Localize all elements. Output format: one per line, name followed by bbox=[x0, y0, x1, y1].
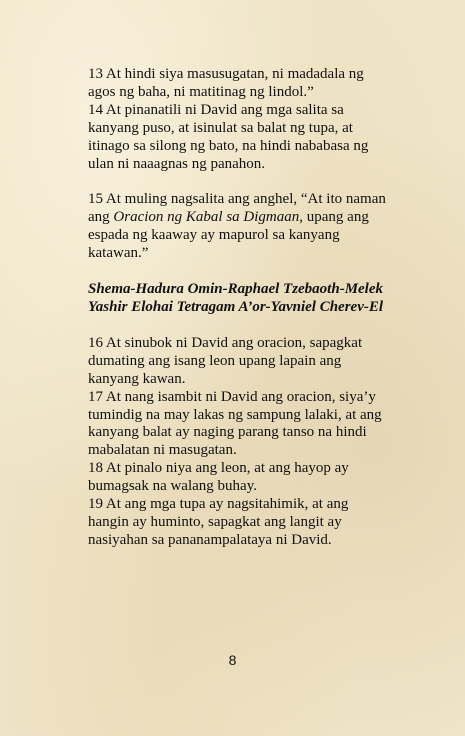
page-body bbox=[88, 66, 388, 568]
verse-15-oracion-title: Oracion ng Kabal sa Digmaan bbox=[113, 209, 300, 226]
verse-15-text-end: , upang ang espada ng kaaway ay mapurol sa kanyang katawan.” bbox=[88, 209, 369, 262]
verse-13: 13 At hindi siya masusugatan, ni madadala ng agos ng baha, ni matitinag ng lindol.” bbox=[88, 66, 364, 100]
page-number: 8 bbox=[228, 652, 237, 668]
verse-14: 14 At pinanatili ni David ang mga salita sa kanyang puso, at isinulat sa balat ng tupa, at itinago sa silong ng bato, na hindi nababasa ng ulan ni naaagnas ng panahon. bbox=[88, 101, 369, 172]
verse-group-13-14 bbox=[88, 66, 388, 173]
verse-16: 16 At sinubok ni David ang oracion, sapagkat dumating ang isang leon upang lapain ang kanyang kawan. bbox=[88, 334, 363, 387]
verse-19: 19 At ang mga tupa ay nagsitahimik, at ang hangin ay huminto, sapagkat ang langit ay nasiyahan sa pananampalataya ni David. bbox=[88, 496, 349, 548]
verse-15 bbox=[88, 191, 388, 263]
verse-18: 18 At pinalo niya ang leon, at ang hayop ay bumagsak na walang buhay. bbox=[88, 460, 349, 495]
verse-group-16-19 bbox=[88, 335, 388, 550]
verse-15-text-start: 15 At muling nagsalita ang anghel, “At ito naman ang bbox=[88, 191, 386, 226]
verse-group-15 bbox=[88, 191, 388, 263]
incantation-text: Shema-Hadura Omin-Raphael Tzebaoth-Melek Yashir Elohai Tetragam A’or-Yavniel Cherev-El bbox=[88, 281, 384, 315]
verse-17: 17 At nang isambit ni David ang oracion, siya’y tumindig na may lakas ng sampung lalaki, at ang kanyang balat ay naging parang tanso na hindi mabalatan ni masugatan. bbox=[88, 388, 382, 459]
